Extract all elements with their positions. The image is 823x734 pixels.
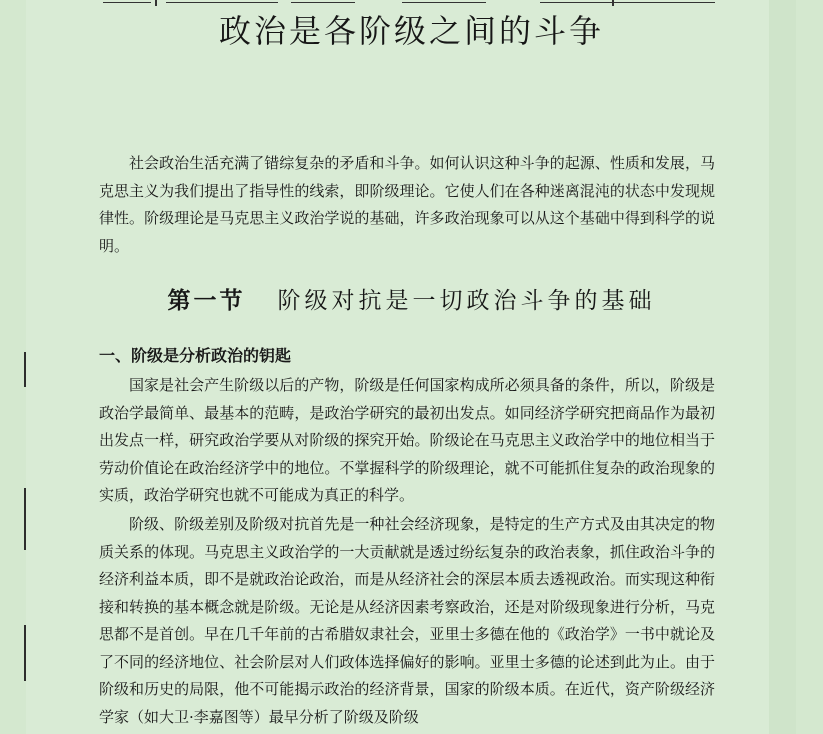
section-number: 第一节 <box>167 287 246 314</box>
subsection-heading: 一、阶级是分析政治的钥匙 <box>99 346 292 365</box>
section-heading <box>0 284 823 318</box>
scan-artifact <box>155 0 157 6</box>
page-edge-shade <box>769 0 796 734</box>
top-rule-segment <box>166 2 278 3</box>
top-rule-segment <box>291 2 355 3</box>
top-rule-segment <box>540 2 715 3</box>
chapter-title: 政治是各阶级之间的斗争 <box>218 12 604 50</box>
section-title: 阶级对抗是一切政治斗争的基础 <box>277 288 656 314</box>
body-paragraph: 阶级、阶级差别及阶级对抗首先是一种社会经济现象，是特定的生产方式及由其决定的物质关系的体现。马克思主义政治学的一大贡献就是透过纷纭复杂的政治表象，抓住政治斗争的经济利益本质，即不是就政治论政治，而是从经济社会的深层本质去透视政治。而实现这种衔接和转换的基本概念就是阶级。无论是从经济因素考察政治，还是对阶级现象进行分析，马克思都不是首创。早在几千年前的古希腊奴隶社会，亚里士多德在他的《政治学》一书中就论及了不同的经济地位、社会阶层对人们政体选择偏好的影响。亚里士多德的论述到此为止。由于阶级和历史的局限，他不可能揭示政治的经济背景，国家的阶级本质。在近代，资产阶级经济学家（如大卫·李嘉图等）最早分析了阶级及阶级 <box>99 515 715 726</box>
margin-mark <box>24 625 26 681</box>
margin-mark <box>24 488 26 550</box>
margin-mark <box>24 352 26 387</box>
intro-paragraph: 社会政治生活充满了错综复杂的矛盾和斗争。如何认识这种斗争的起源、性质和发展，马克思主义为我们提出了指导性的线索，即阶级理论。它使人们在各种迷离混沌的状态中发现规律性。阶级理论是马克思主义政治学说的基础，许多政治现象可以从这个基础中得到科学的说明。 <box>99 154 715 255</box>
body-paragraph: 国家是社会产生阶级以后的产物，阶级是任何国家构成所必须具备的条件，所以，阶级是政治学最简单、最基本的范畴，是政治学研究的最初出发点。如同经济学研究把商品作为最初出发点一样，研究政治学要从对阶级的探究开始。阶级论在马克思主义政治学中的地位相当于劳动价值论在政治经济学中的地位。不掌握科学的阶级理论，就不可能抓住复杂的政治现象的实质，政治学研究也就不可能成为真正的科学。 <box>99 376 715 504</box>
top-rule-segment <box>103 2 151 3</box>
top-rule-segment <box>402 2 486 3</box>
scan-artifact <box>612 0 614 6</box>
